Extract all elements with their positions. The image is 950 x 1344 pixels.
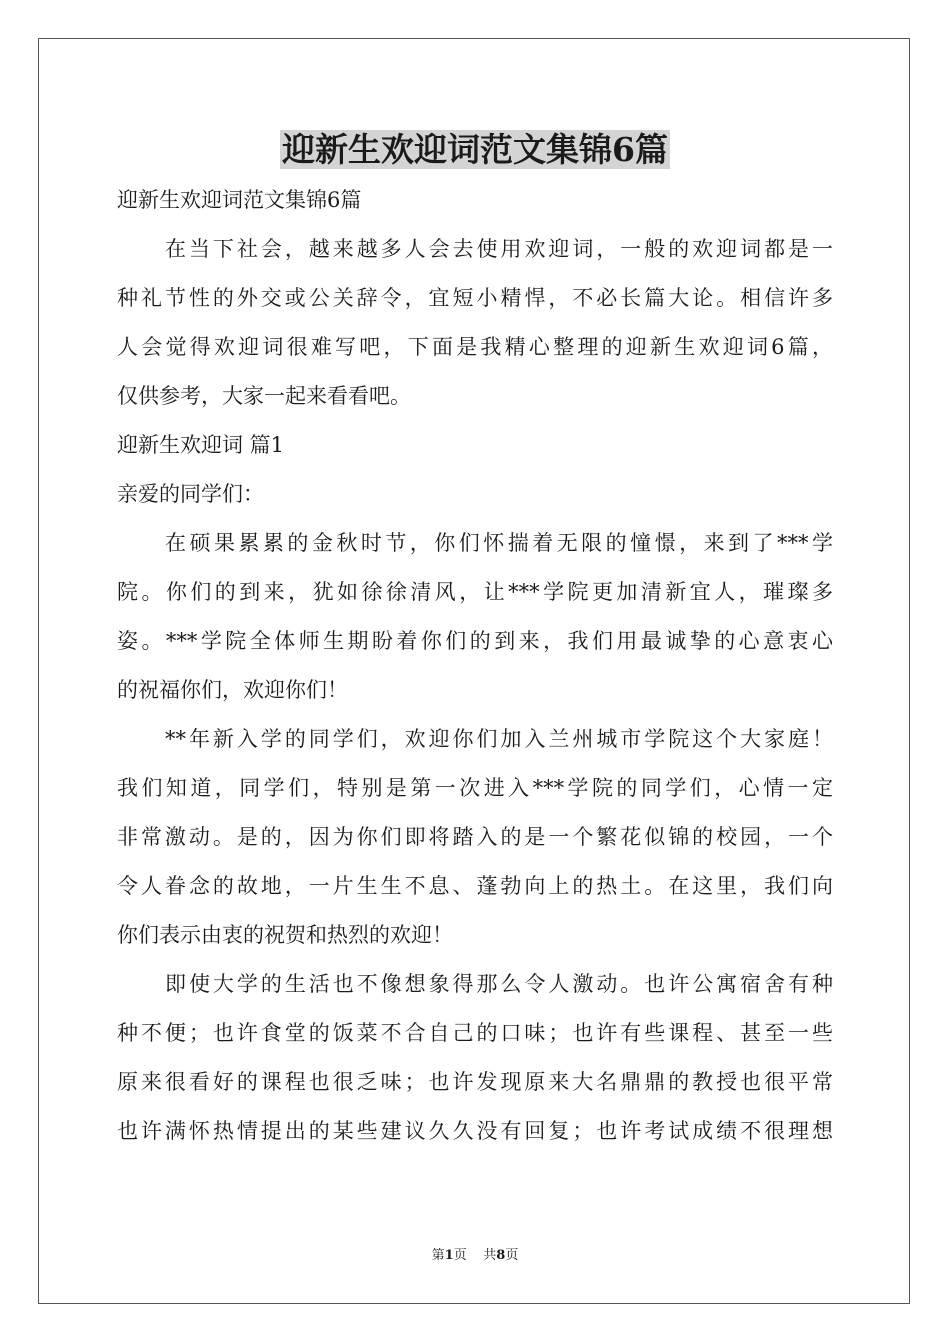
text-line: 种礼节性的外交或公关辞令，宜短小精悍，不必长篇大论。相信许多 <box>117 286 833 310</box>
text-line: 你们表示由衷的祝贺和热烈的欢迎！ <box>117 923 453 947</box>
text-line: 亲爱的同学们： <box>117 482 264 506</box>
footer-page-suffix: 页 <box>453 1248 467 1263</box>
document-title <box>0 126 950 174</box>
text-line: 即使大学的生活也不像想象得那么令人激动。也许公寓宿舍有种 <box>165 972 833 996</box>
page-footer <box>0 1246 950 1266</box>
text-line: 也许满怀热情提出的某些建议久久没有回复；也许考试成绩不很理想 <box>117 1119 833 1143</box>
text-line: 的祝福你们，欢迎你们！ <box>117 678 348 702</box>
text-line: 迎新生欢迎词范文集锦6篇 <box>117 188 362 212</box>
text-line: 院。你们的到来，犹如徐徐清风，让***学院更加清新宜人，璀璨多 <box>117 580 833 604</box>
footer-total-pages: 8 <box>496 1248 506 1263</box>
document-body <box>117 176 833 1156</box>
footer-total-prefix: 共 <box>483 1248 497 1263</box>
text-line: 我们知道，同学们，特别是第一次进入***学院的同学们，心情一定 <box>117 776 833 800</box>
footer-total-suffix: 页 <box>505 1248 519 1263</box>
footer-page-number: 1 <box>444 1248 454 1263</box>
text-line: 原来很看好的课程也很乏味；也许发现原来大名鼎鼎的教授也很平常 <box>117 1070 833 1094</box>
text-line: 在硕果累累的金秋时节，你们怀揣着无限的憧憬，来到了***学 <box>165 531 833 555</box>
text-line: 姿。***学院全体师生期盼着你们的到来，我们用最诚挚的心意衷心 <box>117 629 833 653</box>
footer-page-prefix: 第 <box>431 1248 445 1263</box>
document-title-text: 迎新生欢迎词范文集锦6篇 <box>282 130 668 169</box>
text-line: 非常激动。是的，因为你们即将踏入的是一个繁花似锦的校园，一个 <box>117 825 833 849</box>
text-line: 在当下社会，越来越多人会去使用欢迎词，一般的欢迎词都是一 <box>165 237 833 261</box>
text-line: 令人眷念的故地，一片生生不息、蓬勃向上的热土。在这里，我们向 <box>117 874 833 898</box>
text-line: **年新入学的同学们，欢迎你们加入兰州城市学院这个大家庭！ <box>165 727 833 751</box>
text-line: 迎新生欢迎词 篇1 <box>117 433 285 457</box>
text-line: 人会觉得欢迎词很难写吧，下面是我精心整理的迎新生欢迎词6篇， <box>117 335 833 359</box>
text-line: 种不便；也许食堂的饭菜不合自己的口味；也许有些课程、甚至一些 <box>117 1021 833 1045</box>
text-line: 仅供参考，大家一起来看看吧。 <box>117 384 411 408</box>
